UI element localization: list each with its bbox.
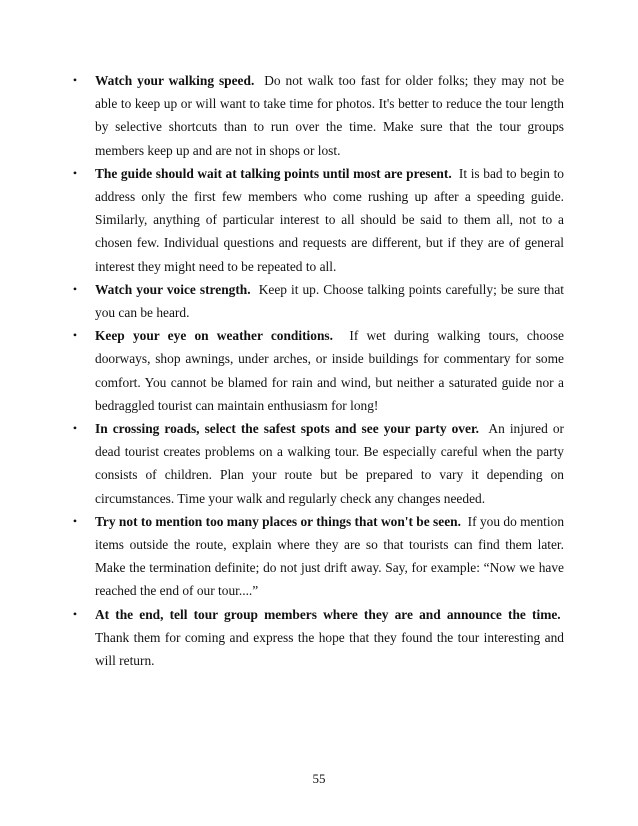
item-lead: At the end, tell tour group members where they are and announce the time.	[95, 606, 561, 622]
bullet-icon: •	[72, 73, 78, 87]
list-item	[66, 324, 564, 417]
bullet-icon: •	[72, 606, 78, 621]
list-item	[66, 417, 564, 510]
item-lead: Try not to mention too many places or things that won't be seen.	[95, 513, 461, 529]
list-item	[66, 603, 564, 673]
bullet-icon: •	[72, 328, 78, 343]
item-lead: Watch your walking speed.	[95, 73, 255, 88]
list-item	[66, 510, 564, 603]
item-lead: The guide should wait at talking points until most are present.	[95, 165, 452, 181]
item-body: Do not walk too fast for older folks; they may not be able to keep up or will want to take time for photos. It's better to reduce the tour length by selective shortcuts than to run over the time. Make sure that the tour groups members keep up and are not in shops or lost.	[95, 73, 565, 158]
list-item	[66, 278, 564, 324]
item-lead: In crossing roads, select the safest spots and see your party over.	[95, 421, 480, 437]
bullet-icon: •	[72, 421, 78, 436]
item-lead: Watch your voice strength.	[95, 281, 251, 297]
list-item	[66, 162, 564, 278]
item-body: It is bad to begin to address only the first few members who come rushing up after a speeding guide. Similarly, anything of particular interest to all should be said to them all, not to a chosen few. Individual questions and requests are different, but if they are of general interest they might need to be repeated to all.	[95, 165, 565, 274]
page-number: 55	[312, 771, 326, 786]
item-body: Thank them for coming and express the hope that they found the tour interesting and will return.	[95, 629, 564, 669]
bullet-icon: •	[72, 165, 78, 180]
item-body: Keep it up. Choose talking points carefully; be sure that you can be heard.	[95, 281, 564, 321]
item-body: If wet during walking tours, choose doorways, shop awnings, under arches, or inside buildings for commentary for some comfort. You cannot be blamed for rain and wind, but neither a saturated guide nor a bedraggled tourist can maintain enthusiasm for long!	[95, 328, 565, 413]
bullet-icon: •	[72, 513, 78, 528]
list-item	[66, 69, 564, 162]
item-lead: Keep your eye on weather conditions.	[95, 328, 333, 344]
item-body: If you do mention items outside the route, explain where they are so that tourists can find them later. Make the termination definite; do not just drift away. Say, for example: “Now we have reached the end of our tour....”	[95, 513, 565, 599]
item-body: An injured or dead tourist creates problems on a walking tour. Be especially careful when the party consists of children. Plan your route but be prepared to vary it depending on circumstances. Time your walk and regularly check any changes needed.	[95, 421, 564, 506]
bullet-icon: •	[72, 281, 78, 296]
tour-guide-tips-list	[66, 69, 564, 672]
